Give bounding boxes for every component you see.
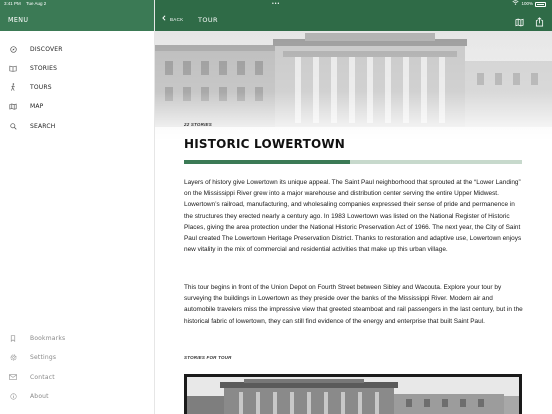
battery-percent: 100% bbox=[521, 1, 533, 6]
sidebar-item-label: SEARCH bbox=[30, 122, 56, 130]
sidebar-item-label: Settings bbox=[30, 353, 57, 361]
sidebar-item-label: DISCOVER bbox=[30, 45, 63, 53]
stories-count: 22 STORIES bbox=[184, 122, 212, 127]
page-header-title: TOUR bbox=[198, 16, 218, 24]
status-date: Tue Aug 2 bbox=[25, 1, 47, 6]
sidebar-title: MENU bbox=[8, 16, 29, 24]
hero-image bbox=[155, 31, 552, 141]
gear-icon bbox=[8, 352, 18, 362]
sidebar-item-label: TOURS bbox=[30, 83, 52, 91]
compass-icon bbox=[8, 44, 18, 54]
info-icon bbox=[8, 391, 18, 401]
sidebar-item-bookmarks[interactable] bbox=[8, 332, 65, 344]
sidebar-item-contact[interactable] bbox=[8, 371, 55, 383]
back-label: BACK bbox=[170, 16, 184, 22]
sidebar bbox=[0, 0, 155, 414]
tour-description-paragraph: Layers of history give Lowertown its unique appeal. The Saint Paul neighborhood that sprouted at the “Lower Landing” on the Mississippi River grew into a major warehouse and distribution center serving the entire Upper Midwest. Lowertown’s railroad, manufacturing, and wholesaling companies expressed their sense of pride and permanence in the structures they erected nearly a century ago. In 1983 Lowertown was listed on the National Register of Historic Places, giving the area protection under the National Historic Preservation Act of 1966. The next year, the City of Saint Paul created The Lowertown Heritage Preservation District. Thanks to restoration and adaptive use, Lowertown enjoys new vitality in the mix of commercial and residential activities that make up this urban village. bbox=[184, 179, 522, 254]
sidebar-item-stories[interactable] bbox=[8, 62, 57, 74]
tour-content[interactable] bbox=[155, 31, 552, 414]
mail-icon bbox=[8, 372, 18, 382]
map-icon[interactable] bbox=[515, 14, 525, 24]
sidebar-item-about[interactable] bbox=[8, 390, 49, 402]
battery-icon bbox=[535, 2, 546, 7]
book-icon bbox=[8, 63, 18, 73]
sidebar-item-tours[interactable] bbox=[8, 81, 52, 93]
sidebar-item-label: STORIES bbox=[30, 64, 58, 72]
chevron-left-icon bbox=[161, 15, 167, 23]
sidebar-item-search[interactable] bbox=[8, 120, 55, 132]
walking-icon bbox=[8, 82, 18, 92]
bookmark-icon bbox=[8, 333, 18, 343]
share-icon[interactable] bbox=[535, 14, 545, 24]
progress-fill bbox=[184, 160, 350, 164]
wifi-icon bbox=[512, 0, 519, 8]
story-thumbnail-image[interactable] bbox=[184, 374, 522, 414]
sidebar-item-map[interactable] bbox=[8, 100, 44, 112]
status-time: 3:41 PM bbox=[4, 1, 21, 6]
sidebar-item-label: Bookmarks bbox=[30, 334, 66, 342]
back-button[interactable] bbox=[161, 15, 183, 23]
sidebar-item-label: Contact bbox=[30, 373, 55, 381]
sidebar-item-settings[interactable] bbox=[8, 351, 56, 363]
map-icon bbox=[8, 101, 18, 111]
tour-progress-bar bbox=[184, 160, 522, 164]
status-bar bbox=[0, 0, 552, 8]
page-title: HISTORIC LOWERTOWN bbox=[184, 137, 346, 151]
sidebar-item-discover[interactable] bbox=[8, 43, 63, 55]
sidebar-item-label: About bbox=[30, 392, 49, 400]
stories-section-label: STORIES FOR TOUR bbox=[184, 355, 232, 360]
sidebar-item-label: MAP bbox=[30, 102, 44, 110]
tour-description-paragraph: This tour begins in front of the Union Depot on Fourth Street between Sibley and Wacouta. Explore your tour by surveying the buildings in Lowertown as they preside over the banks of the Mississippi River. Modern air and automobile travelers miss the impressive view that greeted steamboat and rail passengers in the last century, but in the historical fabric of lowertown, they can still find evidence of the energy and enterprise that built Saint Paul. bbox=[184, 284, 523, 325]
multitasking-dots-icon[interactable]: ••• bbox=[272, 1, 281, 7]
search-icon bbox=[8, 121, 18, 131]
